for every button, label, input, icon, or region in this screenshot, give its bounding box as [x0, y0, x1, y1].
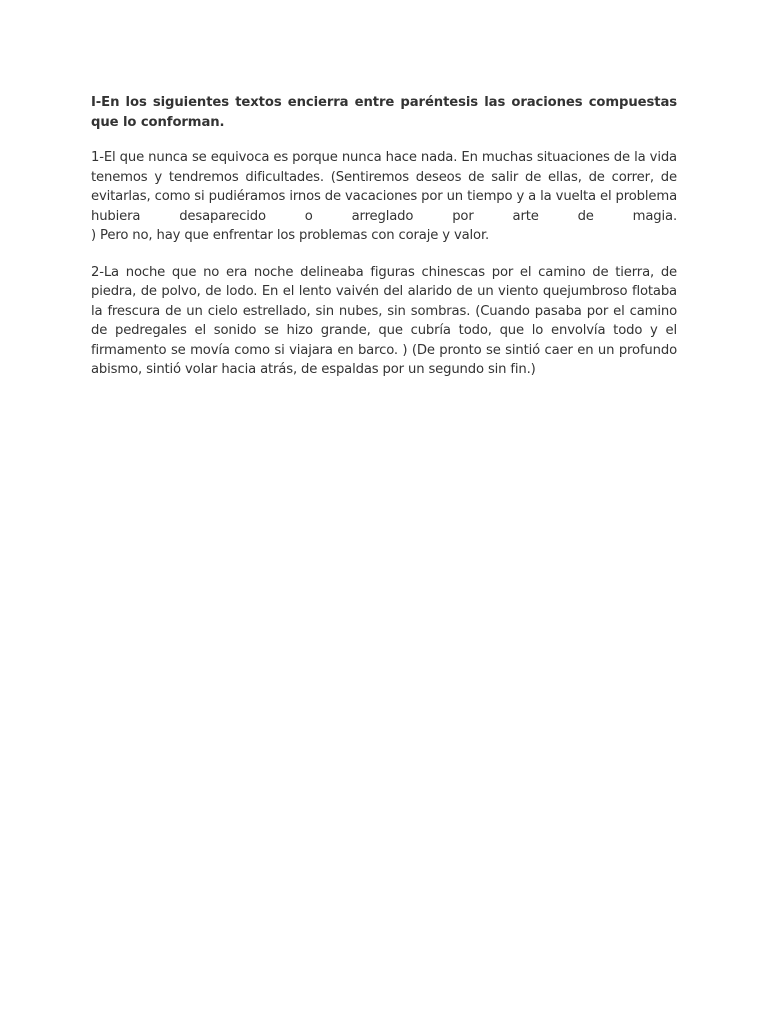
exercise-paragraph-1 [91, 148, 677, 246]
exercise-heading: I-En los siguientes textos encierra entre paréntesis las oraciones compuestas que lo conforman. [91, 95, 677, 130]
exercise-paragraph-2: 2-La noche que no era noche delineaba figuras chinescas por el camino de tierra, de piedra, de polvo, de lodo. En el lento vaivén del alarido de un viento quejumbroso flotaba la frescura de un cielo estrellado, sin nubes, sin sombras. (Cuando pasaba por el camino de pedregales el sonido se hizo grande, que cubría todo, que lo envolvía todo y el firmamento se movía como si viajara en barco. ) (De pronto se sintió caer en un profundo abismo, sintió volar hacia atrás, de espaldas por un segundo sin fin.) [91, 264, 677, 377]
paragraph-1-text: 1-El que nunca se equivoca es porque nunca hace nada. En muchas situaciones de la vida tenemos y tendremos dificultades. (Sentiremos deseos de salir de ellas, de correr, de evitarlas, como si pudiéramos irnos de vacaciones por un tiempo y a la vuelta el problema hubiera desaparecido o arreglado por arte de magia. [91, 150, 677, 224]
document-page [91, 93, 677, 397]
paragraph-1-continuation: ) Pero no, hay que enfrentar los problemas con coraje y valor. [91, 228, 490, 243]
